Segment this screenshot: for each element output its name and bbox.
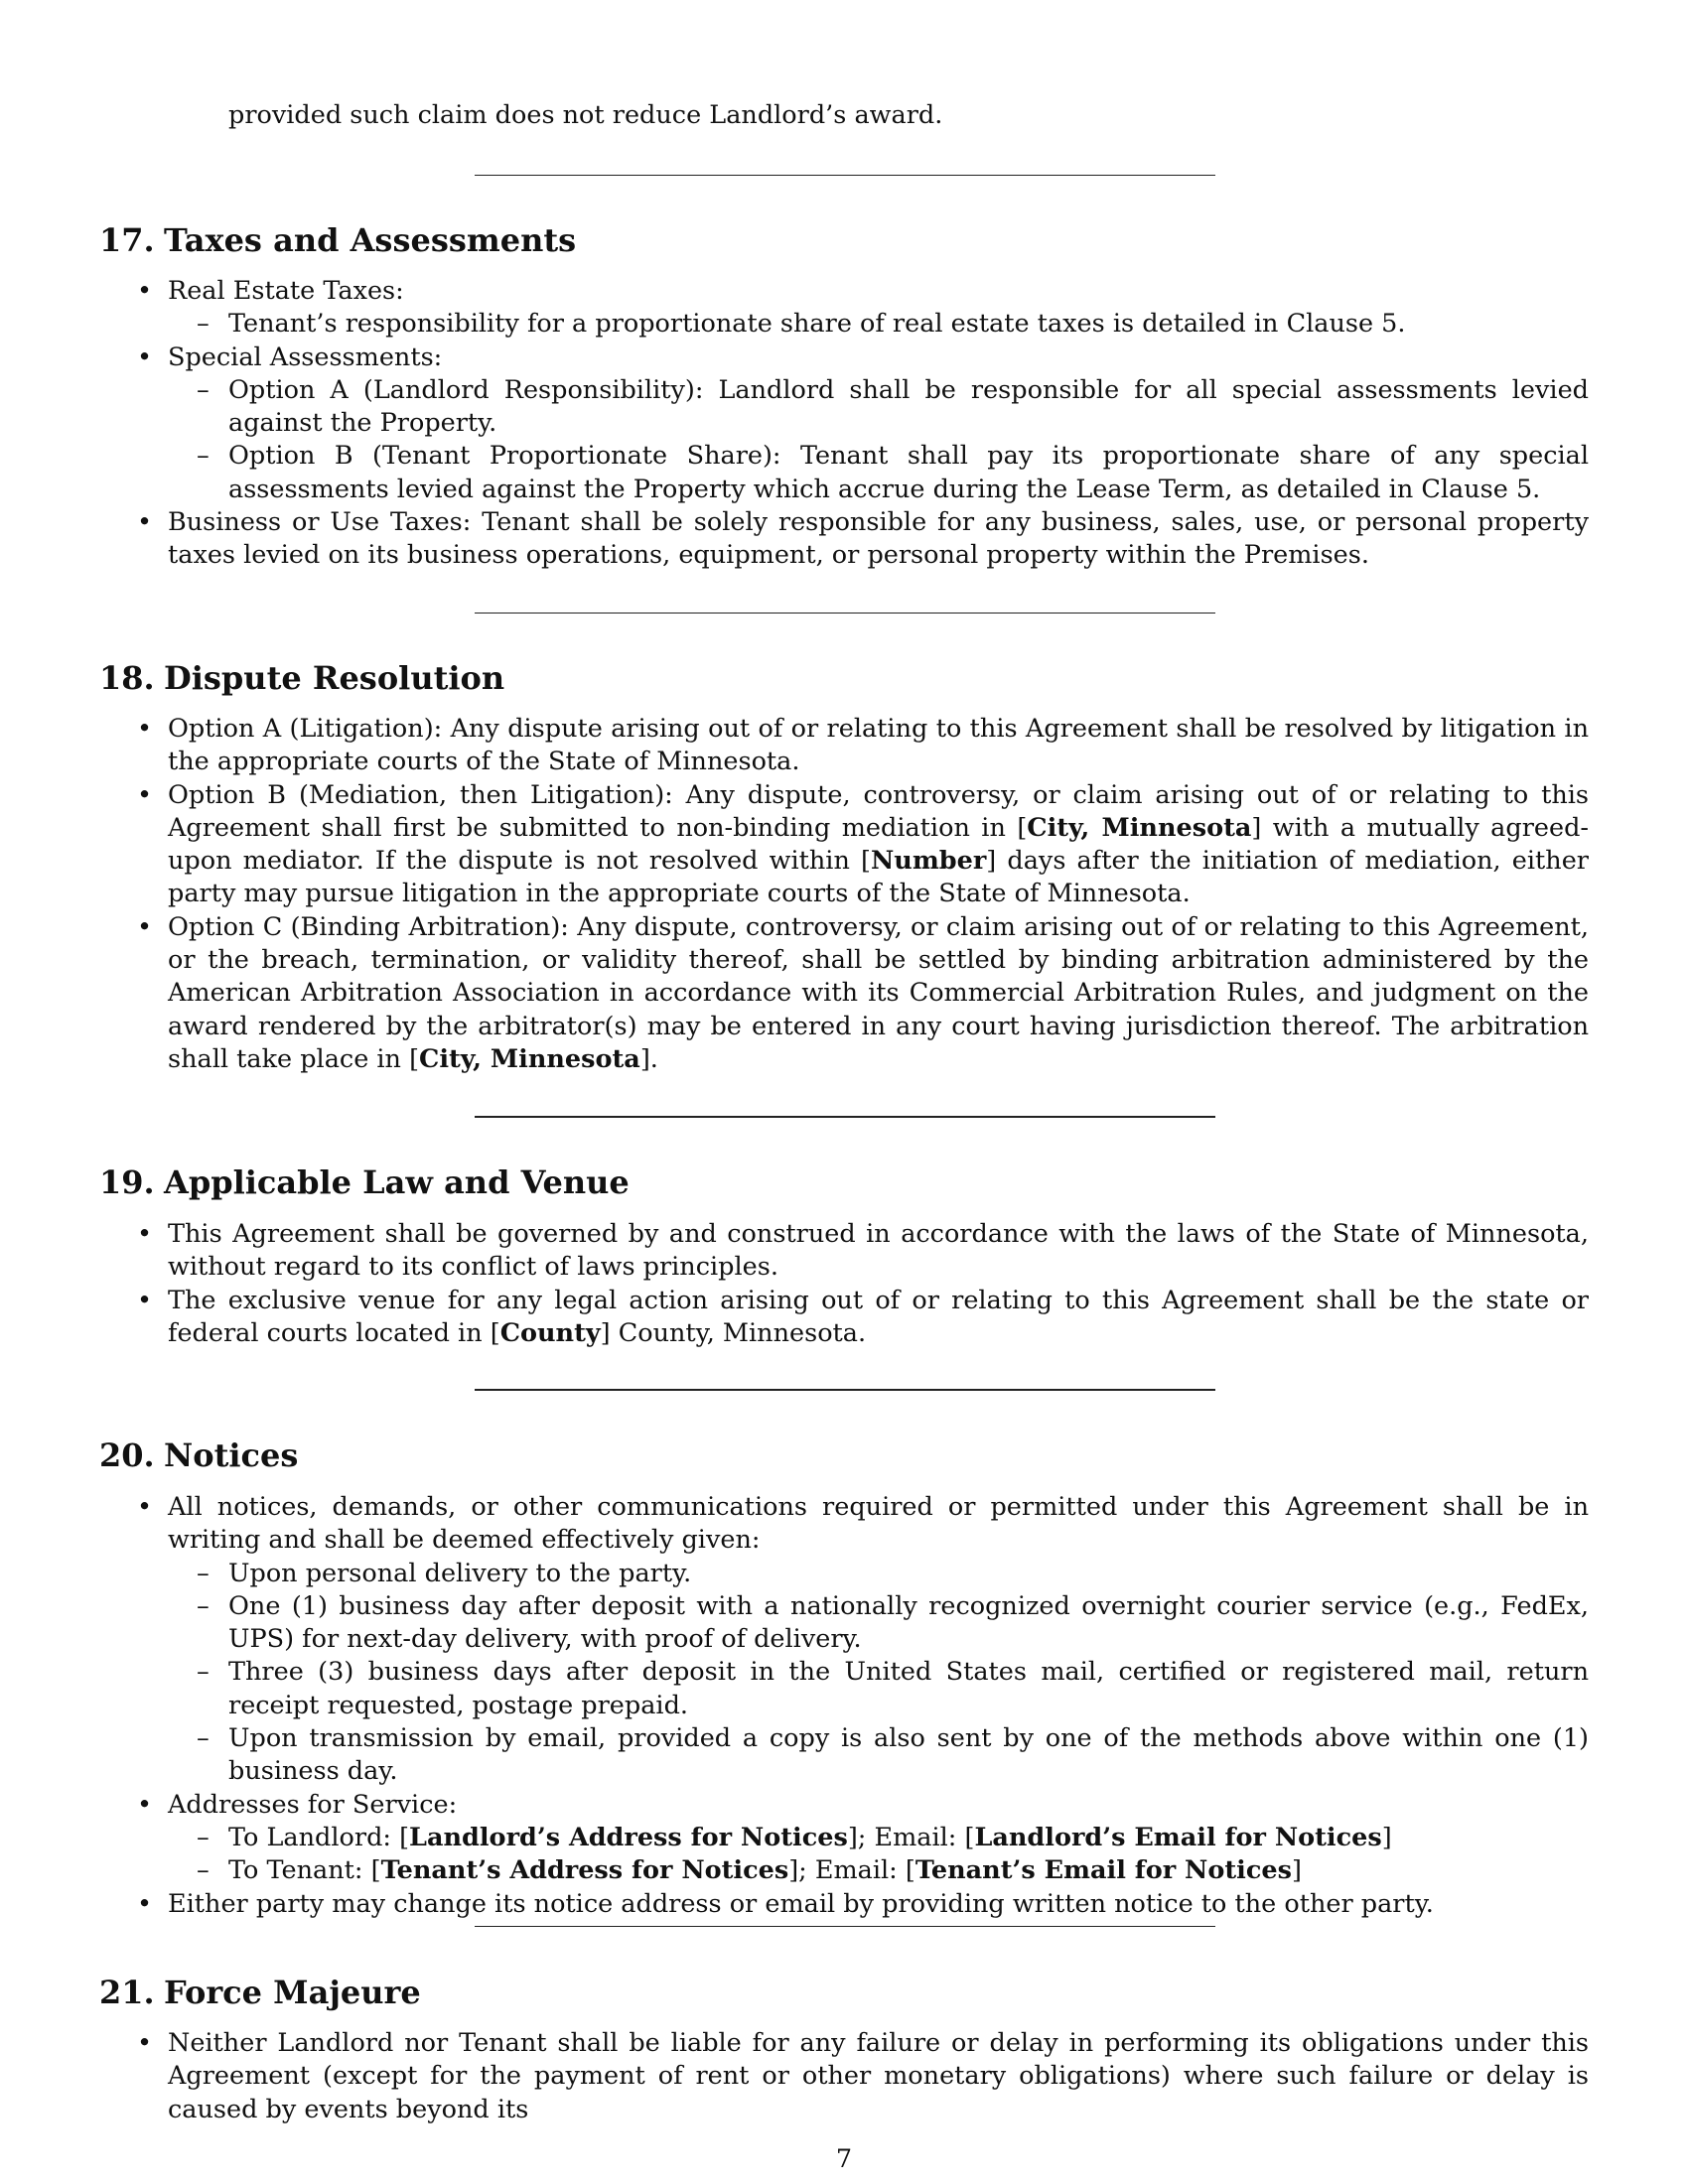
page-number: 7	[835, 2144, 853, 2174]
list-item: • Addresses for Service: – To Landlord: [Landlord’s Address for Notices]; Email: [Landlord’s Email for Notices] – To Tenant: [Tenant’s Address for Notices]; Email: [Tenant’s Email for Notices]	[99, 1789, 1589, 1888]
sub-item: – Option A (Landlord Responsibility): Landlord shall be responsible for all special assessments levied against the Property.	[99, 374, 1589, 441]
section-18-list	[99, 713, 1589, 1076]
section-heading-17: 17. Taxes and Assessments	[99, 221, 577, 259]
sub-item: – To Landlord: [Landlord’s Address for Notices]; Email: [Landlord’s Email for Notices]	[99, 1822, 1589, 1854]
section-divider	[475, 175, 1215, 176]
section-heading-18: 18. Dispute Resolution	[99, 659, 505, 697]
list-item: • This Agreement shall be governed by and construed in accordance with the laws of the State of Minnesota, without regard to its conflict of laws principles.	[99, 1218, 1589, 1285]
section-19-list	[99, 1218, 1589, 1350]
section-divider	[475, 1389, 1215, 1391]
sub-item: – Upon transmission by email, provided a copy is also sent by one of the methods above within one (1) business day.	[99, 1722, 1589, 1789]
list-item: • The exclusive venue for any legal action arising out of or relating to this Agreement shall be the state or federal courts located in [County] County, Minnesota.	[99, 1285, 1589, 1351]
list-item: • Option B (Mediation, then Litigation): Any dispute, controversy, or claim arising out of or relating to this Agreement shall first be submitted to non-binding mediation in [City, Minnesota] with a mutually agreed-upon mediator. If the dispute is not resolved within [Number] days after the initiation of mediation, either party may pursue litigation in the appropriate courts of the State of Minnesota.	[99, 779, 1589, 911]
sub-item: – One (1) business day after deposit with a nationally recognized overnight courier service (e.g., FedEx, UPS) for next-day delivery, with proof of delivery.	[99, 1590, 1589, 1657]
sub-item: – Tenant’s responsibility for a proportionate share of real estate taxes is detailed in Clause 5.	[99, 308, 1589, 341]
section-20-list	[99, 1491, 1589, 1921]
list-item: • Real Estate Taxes: – Tenant’s responsibility for a proportionate share of real estate taxes is detailed in Clause 5.	[99, 275, 1589, 341]
list-item: • All notices, demands, or other communications required or permitted under this Agreement shall be in writing and shall be deemed effectively given: – Upon personal delivery to the party. – One (1) business day after deposit with a nationally recognized overnight courier service (e.g., FedEx, UPS) for next-day delivery, with proof of delivery. – Three (3) business days after deposit in the United States mail, certified or registered mail, return receipt requested, postage prepaid. – Upon transmission by email, provided a copy is also sent by one of the methods above within one (1) business day.	[99, 1491, 1589, 1789]
list-item: • Neither Landlord nor Tenant shall be liable for any failure or delay in performing its obligations under this Agreement (except for the payment of rent or other monetary obligations) where such failure or delay is caused by events beyond its	[99, 2027, 1589, 2126]
section-heading-19: 19. Applicable Law and Venue	[99, 1163, 630, 1201]
list-item: • Option C (Binding Arbitration): Any dispute, controversy, or claim arising out of or relating to this Agreement, or the breach, termination, or validity thereof, shall be settled by binding arbitration administered by the American Arbitration Association in accordance with its Commercial Arbitration Rules, and judgment on the award rendered by the arbitrator(s) may be entered in any court having jurisdiction thereof. The arbitration shall take place in [City, Minnesota].	[99, 911, 1589, 1076]
sub-item: – To Tenant: [Tenant’s Address for Notices]; Email: [Tenant’s Email for Notices]	[99, 1854, 1589, 1887]
continuation-text: provided such claim does not reduce Landlord’s award.	[228, 100, 943, 130]
section-divider	[475, 1116, 1215, 1118]
sub-item: – Three (3) business days after deposit in the United States mail, certified or registered mail, return receipt requested, postage prepaid.	[99, 1656, 1589, 1722]
sub-item: – Upon personal delivery to the party.	[99, 1558, 1589, 1590]
list-item: • Special Assessments: – Option A (Landlord Responsibility): Landlord shall be responsible for all special assessments levied against the Property. – Option B (Tenant Proportionate Share): Tenant shall pay its proportionate share of any special assessments levied against the Property which accrue during the Lease Term, as detailed in Clause 5.	[99, 341, 1589, 506]
section-17-list	[99, 275, 1589, 573]
section-divider	[475, 613, 1215, 614]
list-item: • Either party may change its notice address or email by providing written notice to the other party.	[99, 1888, 1589, 1921]
section-heading-21: 21. Force Majeure	[99, 1974, 421, 2011]
section-21-list	[99, 2027, 1589, 2126]
list-item: • Business or Use Taxes: Tenant shall be solely responsible for any business, sales, use, or personal property taxes levied on its business operations, equipment, or personal property within the Premises.	[99, 506, 1589, 573]
sub-item: – Option B (Tenant Proportionate Share): Tenant shall pay its proportionate share of any special assessments levied against the Property which accrue during the Lease Term, as detailed in Clause 5.	[99, 440, 1589, 506]
list-item: • Option A (Litigation): Any dispute arising out of or relating to this Agreement shall be resolved by litigation in the appropriate courts of the State of Minnesota.	[99, 713, 1589, 779]
section-divider	[475, 1926, 1215, 1927]
section-heading-20: 20. Notices	[99, 1436, 299, 1474]
